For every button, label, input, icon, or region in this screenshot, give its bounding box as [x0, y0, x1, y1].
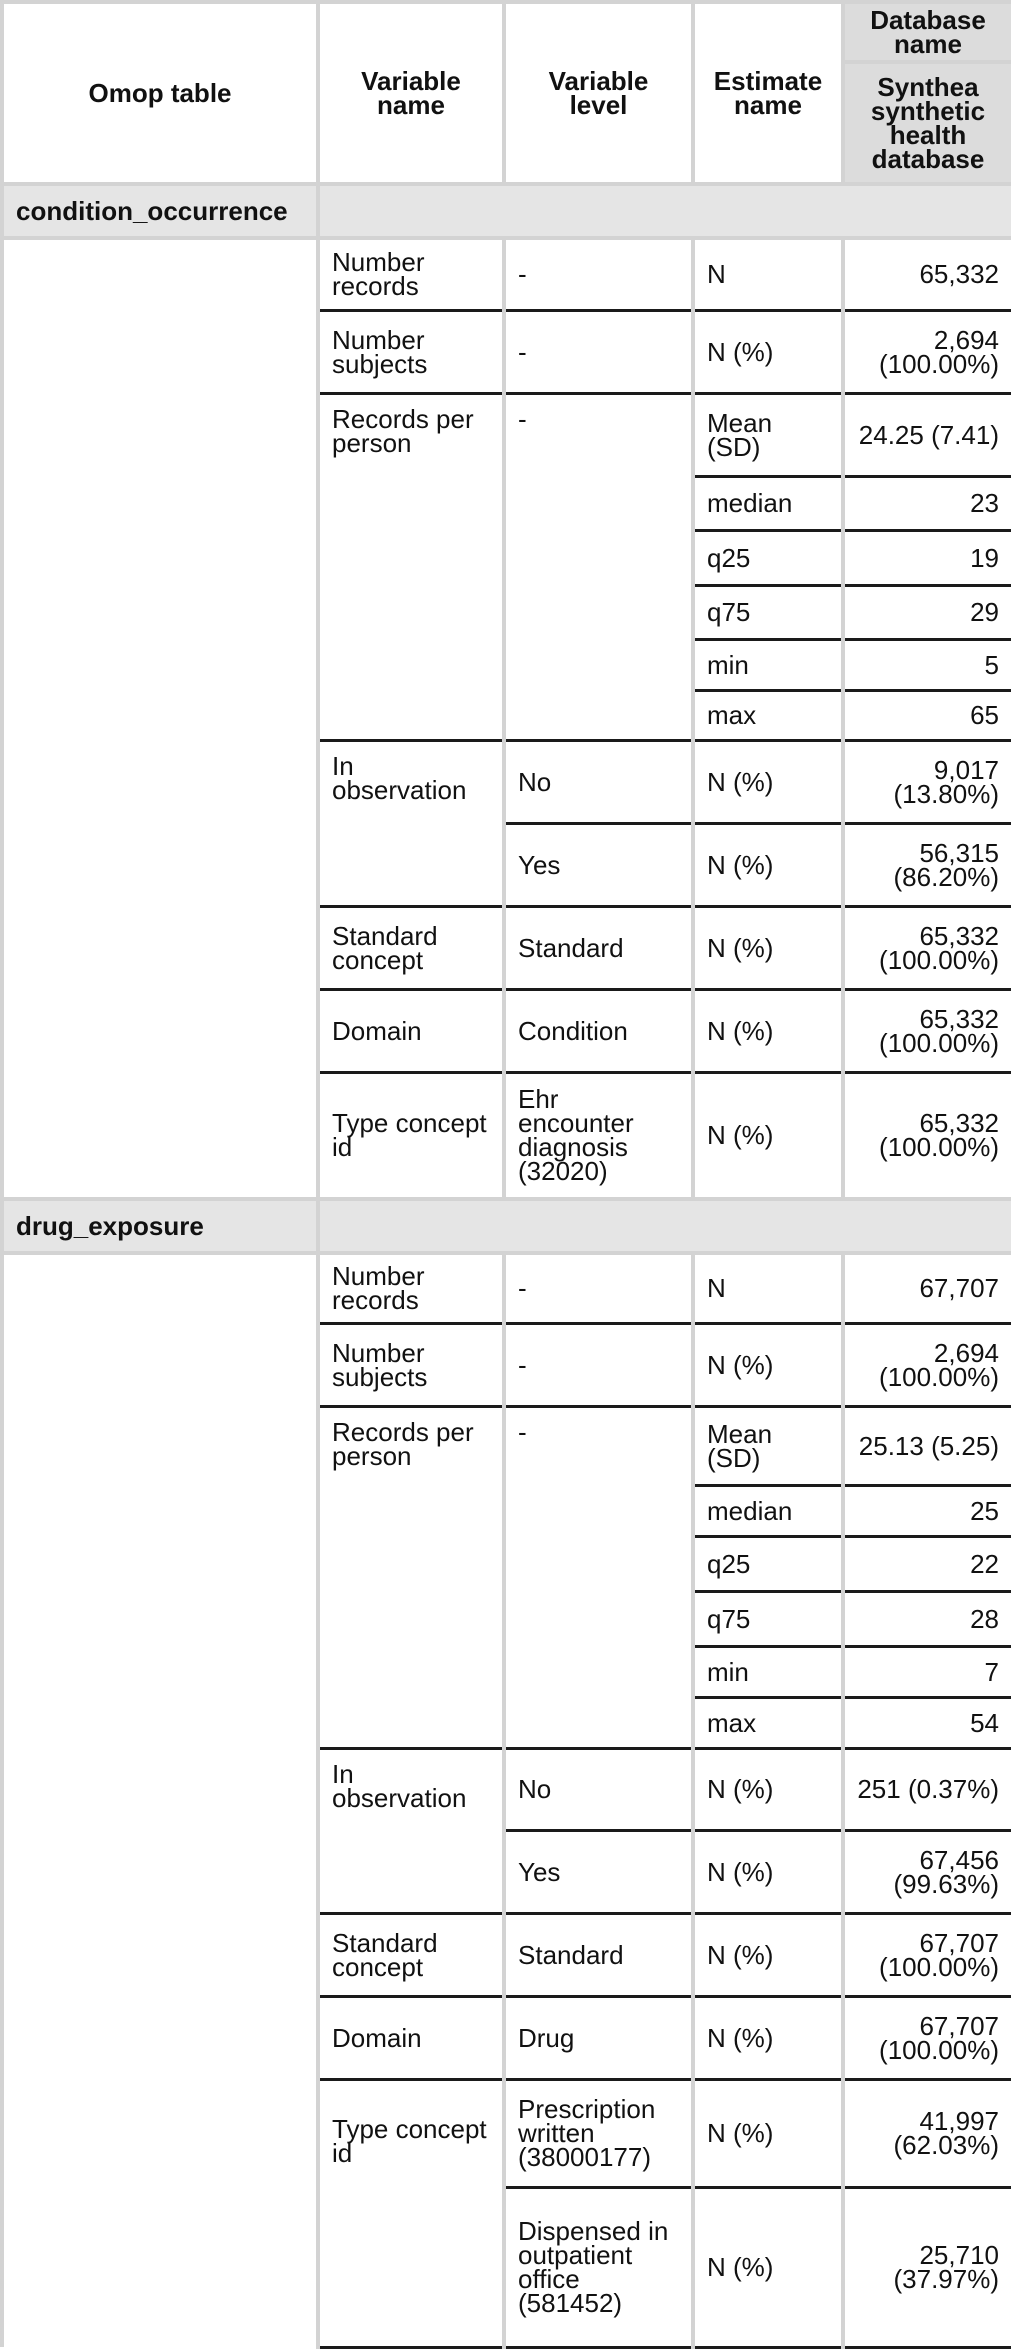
estimate-name-cell: q75 — [693, 1591, 843, 1646]
estimate-value-cell: 22 — [843, 1536, 1011, 1591]
estimate-name-cell: N — [693, 238, 843, 310]
estimate-name-cell: N (%) — [693, 1323, 843, 1406]
group-name: drug_exposure — [2, 1199, 318, 1253]
estimate-name-cell: N (%) — [693, 1996, 843, 2079]
estimate-value-cell: 29 — [843, 585, 1011, 639]
estimate-name-cell: max — [693, 690, 843, 740]
estimate-value-cell: 9,017 (13.80%) — [843, 740, 1011, 823]
group-spacer — [318, 184, 1011, 238]
estimate-value-cell: 7 — [843, 1646, 1011, 1697]
group-row — [2, 184, 1011, 238]
estimate-value-cell: 5 — [843, 639, 1011, 690]
estimate-value-cell: 67,456 (99.63%) — [843, 1830, 1011, 1913]
variable-level-cell: - — [504, 393, 693, 740]
estimate-value-cell: 24.25 (7.41) — [843, 393, 1011, 476]
estimate-name-cell: N (%) — [693, 740, 843, 823]
estimate-value-cell: 67,707 — [843, 1253, 1011, 1323]
variable-level-cell: - — [504, 1406, 693, 1748]
estimate-value-cell: 54 — [843, 1697, 1011, 1748]
estimate-name-cell: N (%) — [693, 310, 843, 393]
estimate-value-cell: 251 (0.37%) — [843, 1748, 1011, 1830]
estimate-value-cell: 2,694 (100.00%) — [843, 310, 1011, 393]
variable-name-cell: Records per person — [318, 393, 504, 740]
estimate-value-cell: 25,710 (37.97%) — [843, 2187, 1011, 2347]
variable-level-cell: Dispensed in outpatient office (581452) — [504, 2187, 693, 2347]
estimate-name-cell: N (%) — [693, 1913, 843, 1996]
variable-level-cell: - — [504, 1323, 693, 1406]
estimate-name-cell: q75 — [693, 585, 843, 639]
estimate-name-cell: Mean (SD) — [693, 1406, 843, 1485]
variable-name-cell: Type concept id — [318, 1072, 504, 1199]
estimate-name-cell: q25 — [693, 530, 843, 585]
estimate-value-cell: 67,707 (100.00%) — [843, 1913, 1011, 1996]
estimate-name-cell: N (%) — [693, 1830, 843, 1913]
estimate-name-cell: q25 — [693, 1536, 843, 1591]
variable-level-cell: Standard — [504, 906, 693, 989]
estimate-name-cell: N (%) — [693, 1072, 843, 1199]
estimate-value-cell: 65 — [843, 690, 1011, 740]
estimate-name-cell: median — [693, 476, 843, 530]
variable-level-cell: Standard — [504, 1913, 693, 1996]
estimate-name-cell: N (%) — [693, 989, 843, 1072]
estimate-name-cell: N (%) — [693, 906, 843, 989]
header-database: Synthea synthetic health database — [843, 62, 1011, 184]
estimate-value-cell: 25.13 (5.25) — [843, 1406, 1011, 1485]
table-row — [2, 1253, 1011, 1323]
variable-level-cell: Ehr encounter diagnosis (32020) — [504, 1072, 693, 1199]
estimate-name-cell: Mean (SD) — [693, 393, 843, 476]
estimate-value-cell: 25 — [843, 1485, 1011, 1536]
header-omop-table: Omop table — [2, 2, 318, 184]
variable-level-cell: - — [504, 310, 693, 393]
variable-name-cell: Records per person — [318, 1406, 504, 1748]
variable-name-cell: Number subjects — [318, 1323, 504, 1406]
estimate-value-cell: 2,694 (100.00%) — [843, 1323, 1011, 1406]
variable-level-cell: - — [504, 1253, 693, 1323]
variable-level-cell: - — [504, 238, 693, 310]
estimate-value-cell: 67,707 (100.00%) — [843, 1996, 1011, 2079]
estimate-name-cell: median — [693, 1485, 843, 1536]
omop-table-cell — [2, 1253, 318, 2347]
estimate-name-cell: N (%) — [693, 2079, 843, 2187]
variable-name-cell: In observation — [318, 740, 504, 906]
estimate-name-cell: min — [693, 1646, 843, 1697]
estimate-value-cell: 19 — [843, 530, 1011, 585]
variable-name-cell: Standard concept — [318, 1913, 504, 1996]
header-estimate-name: Estimate name — [693, 2, 843, 184]
estimate-name-cell: N — [693, 1253, 843, 1323]
group-spacer — [318, 1199, 1011, 1253]
variable-level-cell: Yes — [504, 823, 693, 906]
estimate-name-cell: N (%) — [693, 823, 843, 906]
estimate-value-cell: 56,315 (86.20%) — [843, 823, 1011, 906]
estimate-name-cell: max — [693, 1697, 843, 1748]
estimate-value-cell: 41,997 (62.03%) — [843, 2079, 1011, 2187]
variable-name-cell: In observation — [318, 1748, 504, 1913]
header-database-name: Database name — [843, 2, 1011, 62]
estimate-value-cell: 28 — [843, 1591, 1011, 1646]
variable-level-cell: Condition — [504, 989, 693, 1072]
group-name: condition_occurrence — [2, 184, 318, 238]
variable-name-cell: Domain — [318, 989, 504, 1072]
header-variable-level: Variable level — [504, 2, 693, 184]
estimate-value-cell: 65,332 — [843, 238, 1011, 310]
variable-name-cell: Number records — [318, 238, 504, 310]
estimate-name-cell: N (%) — [693, 1748, 843, 1830]
variable-level-cell: Yes — [504, 1830, 693, 1913]
estimate-name-cell: min — [693, 639, 843, 690]
omop-table-cell — [2, 238, 318, 1199]
variable-name-cell: Type concept id — [318, 2079, 504, 2347]
estimate-value-cell: 65,332 (100.00%) — [843, 1072, 1011, 1199]
variable-level-cell: Drug — [504, 1996, 693, 2079]
variable-name-cell: Domain — [318, 1996, 504, 2079]
header-variable-name: Variable name — [318, 2, 504, 184]
variable-level-cell: Prescription written (38000177) — [504, 2079, 693, 2187]
estimate-value-cell: 23 — [843, 476, 1011, 530]
variable-name-cell: Number records — [318, 1253, 504, 1323]
table-row — [2, 238, 1011, 310]
variable-level-cell: No — [504, 1748, 693, 1830]
variable-name-cell: Number subjects — [318, 310, 504, 393]
variable-name-cell: Standard concept — [318, 906, 504, 989]
estimate-name-cell: N (%) — [693, 2187, 843, 2347]
group-row — [2, 1199, 1011, 1253]
estimate-value-cell: 65,332 (100.00%) — [843, 906, 1011, 989]
variable-level-cell: No — [504, 740, 693, 823]
estimate-value-cell: 65,332 (100.00%) — [843, 989, 1011, 1072]
